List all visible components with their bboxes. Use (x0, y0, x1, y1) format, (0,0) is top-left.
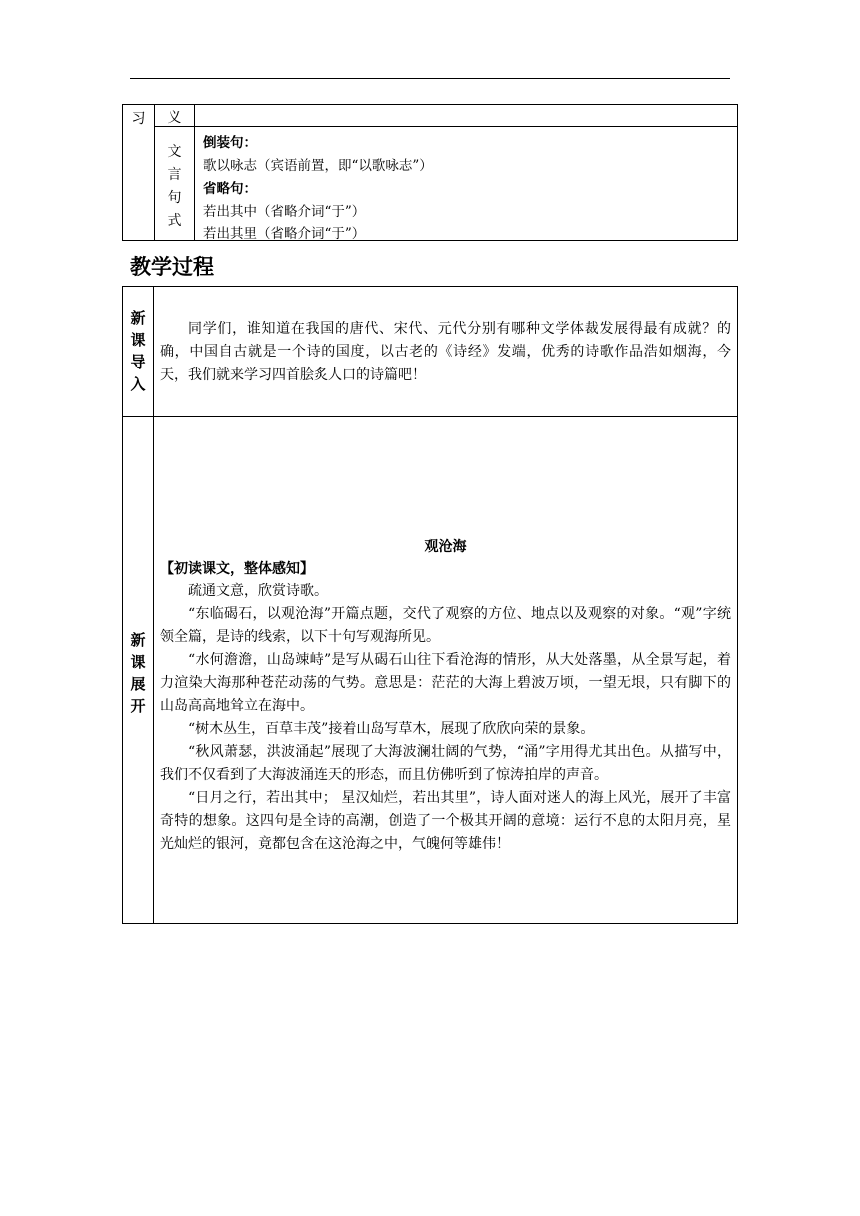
intro-label-cell (122, 286, 154, 417)
lesson-paragraph: “日月之行，若出其中； 星汉灿烂，若出其里”，诗人面对迷人的海上风光，展开了丰富奇特的想象。这四句是全诗的高潮，创造了一个极其开阔的意境：运行不息的太阳月亮，星光灿烂的银河，竟都包含在这沧海之中，气魄何等雄伟！ (160, 790, 731, 852)
lesson-label-char: 新 (130, 631, 146, 649)
lesson-content-cell (153, 416, 738, 924)
category-label (155, 141, 194, 233)
omission-heading: 省略句： (203, 181, 257, 197)
omission-example-2: 若出其里（省略介词“于”） (203, 226, 366, 242)
meaning-label-cell (154, 104, 195, 127)
intro-content-cell (153, 286, 738, 417)
lesson-paragraph: “水何澹澹，山岛竦峙”是写从碣石山往下看沧海的情形，从大处落墨，从全景写起，着力渲染大海那种苍茫动荡的气势。意思是：茫茫的大海上碧波万顷，一望无垠，只有脚下的山岛高高地耸立在海中。 (160, 652, 731, 714)
row-header-char: 习 (131, 111, 146, 127)
lesson-label-cell (122, 416, 154, 924)
intro-label-char: 入 (130, 375, 146, 393)
lesson-label-char: 展 (130, 675, 146, 693)
category-char: 句 (167, 190, 182, 206)
sentence-patterns-cell (194, 126, 738, 241)
intro-label-char: 导 (130, 353, 146, 371)
category-cell (154, 126, 195, 241)
inversion-heading: 倒装句： (203, 135, 257, 151)
category-char: 言 (167, 167, 182, 183)
inversion-example: 歌以咏志（宾语前置，即“以歌咏志”） (203, 158, 433, 174)
intro-label-char: 课 (130, 331, 146, 349)
teaching-process-table (122, 286, 738, 924)
lesson-label (123, 629, 153, 717)
section-title: 教学过程 (130, 255, 214, 279)
lesson-paragraph: “东临碣石，以观沧海”开篇点题，交代了观察的方位、地点以及观察的对象。“观”字统领全篇，是诗的线索，以下十句写观海所见。 (160, 606, 731, 645)
intro-label (123, 307, 153, 395)
meaning-label: 义 (167, 110, 182, 126)
poem-title: 观沧海 (424, 539, 467, 555)
header-rule (130, 78, 730, 79)
lesson-label-char: 课 (130, 653, 146, 671)
row-header-cell (122, 104, 155, 241)
omission-example-1: 若出其中（省略介词“于”） (203, 204, 366, 220)
vocabulary-table (122, 104, 738, 241)
lesson-paragraph: 疏通文意，欣赏诗歌。 (188, 583, 328, 599)
lesson-paragraph: “秋风萧瑟，洪波涌起”展现了大海波澜壮阔的气势，“涌”字用得尤其出色。从描写中，我们不仅看到了大海波涌连天的形态，而且仿佛听到了惊涛拍岸的声音。 (160, 744, 731, 783)
lesson-label-char: 开 (130, 697, 146, 715)
category-char: 式 (167, 213, 182, 229)
lesson-paragraph: “树木丛生，百草丰茂”接着山岛写草木，展现了欣欣向荣的景象。 (188, 721, 595, 737)
intro-label-char: 新 (130, 309, 146, 327)
lesson-paragraphs (160, 580, 731, 856)
meaning-content-cell (194, 104, 738, 127)
category-char: 文 (167, 144, 182, 160)
intro-text: 同学们，谁知道在我国的唐代、宋代、元代分别有哪种文学体裁发展得最有成就？的确，中国自古就是一个诗的国度，以古老的《诗经》发端，优秀的诗歌作品浩如烟海，今天，我们就来学习四首脍炙人口的诗篇吧！ (160, 321, 731, 383)
subheading: 【初读课文，整体感知】 (160, 561, 314, 577)
